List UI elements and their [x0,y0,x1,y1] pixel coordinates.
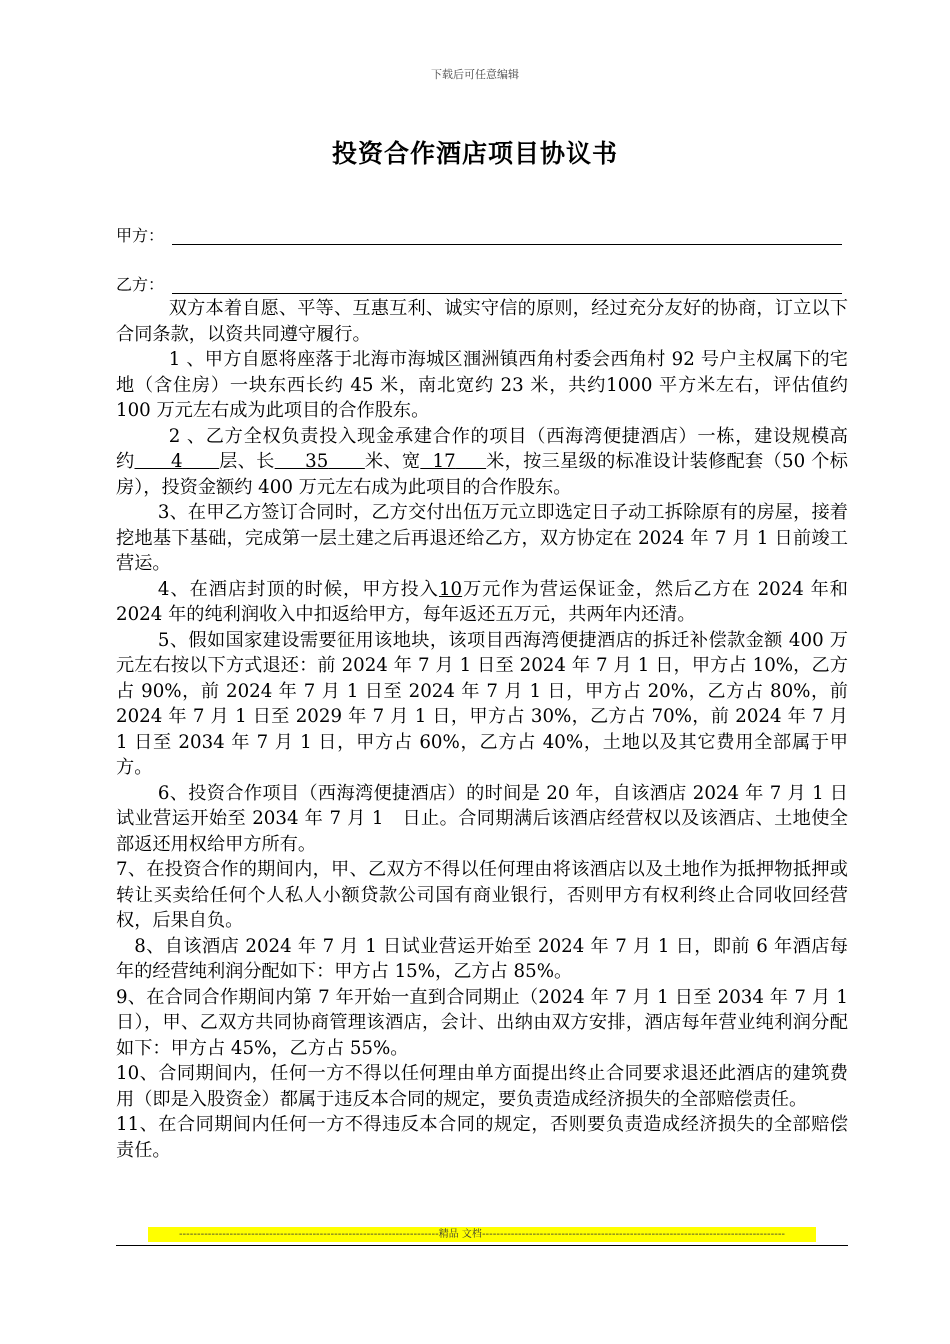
clause-2-text-d: 米，按三星级的标准设计装修配套（50 个标房），投资金额约 400 万元左右成为此项目的合作股东。 [116,451,848,498]
clause-4-text-b: 万元作为营运保证金，然后乙方在 2024 年和 2024 年的纯利润收入中扣返给甲方，每年返还五万元，共两年内还清。 [116,578,848,625]
clause-5: 5、假如国家建设需要征用该地块，该项目西海湾便捷酒店的拆迁补偿款金额 400 万元左右按以下方式退还：前 2024 年 7 月 1 日至 2024 年 7 月 1 日，甲方占 10%，乙方占 90%，前 2024 年 7 月 1 日至 2024 年 7 月 1 日，甲方占 20%，乙方占 80%，前 2024 年 7 月 1 日至 2029 年 7 月 1 日，甲方占 30%，乙方占 70%，前 2024 年 7 月 1 日至 2034 年 7 月 1 日，甲方占 60%，乙方占 40%，土地以及其它费用全部属于甲方。 [116,629,848,778]
party-a-blank [172,244,842,245]
clause-8: 8、自该酒店 2024 年 7 月 1 日试业营运开始至 2024 年 7 月 1 日，即前 6 年酒店每年的经营纯利润分配如下：甲方占 15%，乙方占 85%。 [116,935,848,982]
party-b-line [116,275,846,295]
party-a-label: 甲方： [116,226,165,245]
clause-4-text-a: 4、在酒店封顶的时候，甲方投入 [157,578,439,600]
guarantee-amount: 10 [438,578,463,600]
floors-value: 4 [171,451,183,472]
party-b-label: 乙方： [116,275,165,294]
document-title: 投资合作酒店项目协议书 [331,139,618,168]
party-a-line [116,226,846,246]
clause-2-text-b: 层、长 [219,451,275,472]
clause-2-floors [135,451,220,472]
clause-4 [116,577,848,628]
clause-6: 6、投资合作项目（西海湾便捷酒店）的时间是 20 年，自该酒店 2024 年 7 月 1 日试业营运开始至 2034 年 7 月 1 日止。合同期满后该酒店经营权以及该酒店、土地使全部返还用权给甲方所有。 [116,782,848,855]
footer-banner [148,1227,816,1242]
agreement-body [116,296,848,1163]
clause-2-length [275,451,365,472]
clause-1: 1 、甲方自愿将座落于北海市海城区涠洲镇西角村委会西角村 92 号户主权属下的宅地（含住房）一块东西长约 45 米，南北宽约 23 米，共约1000 平方米左右，评估值约 100 万元左右成为此项目的合作股东。 [116,349,848,421]
clause-2-width [420,451,486,472]
clause-2-text-c: 米、宽 [364,451,421,472]
footer-divider [116,1245,848,1246]
clause-2 [116,424,848,501]
footer-dashes-left: ------------------------------------------------------------------------ [178,1229,439,1240]
party-b-blank [172,293,842,294]
clause-11: 11、在合同期间内任何一方不得违反本合同的规定，否则要负责造成经济损失的全部赔偿责任。 [116,1114,848,1161]
length-value: 35 [305,451,329,472]
clause-3: 3、在甲乙方签订合同时，乙方交付出伍万元立即选定日子动工拆除原有的房屋，接着挖地基下基础，完成第一层土建之后再退还给乙方，双方协定在 2024 年 7 月 1 日前竣工营运。 [116,502,848,574]
clause-9: 9、在合同合作期间内第 7 年开始一直到合同期止（2024 年 7 月 1 日至 2034 年 7 月 1 日），甲、乙双方共同协商管理该酒店，会计、出纳由双方安排，酒店每年营业纯利润分配如下：甲方占 45%，乙方占 55%。 [116,986,848,1059]
footer-dashes-right: ------------------------------------------------------------------------------------ [481,1229,786,1240]
intro-paragraph: 双方本着自愿、平等、互惠互利、诚实守信的原则，经过充分友好的协商，订立以下合同条款，以资共同遵守履行。 [116,298,848,345]
clause-10: 10、合同期间内，任何一方不得以任何理由单方面提出终止合同要求退还此酒店的建筑费用（即是入股资金）都属于违反本合同的规定，要负责造成经济损失的全部赔偿责任。 [116,1063,848,1110]
clause-2-text-a: 2 、乙方全权负责投入现金承建合作的项目（西海湾便捷酒店）一栋，建设规模高约 [116,425,848,472]
footer-label: 精品 文档 [438,1229,482,1240]
clause-7: 7、在投资合作的期间内，甲、乙双方不得以任何理由将该酒店以及土地作为抵押物抵押或转让买卖给任何个人私人小额贷款公司国有商业银行，否则甲方有权利终止合同收回经营权，后果自负。 [116,859,848,931]
header-note: 下载后可任意编辑 [431,68,519,81]
width-value: 17 [432,451,456,472]
